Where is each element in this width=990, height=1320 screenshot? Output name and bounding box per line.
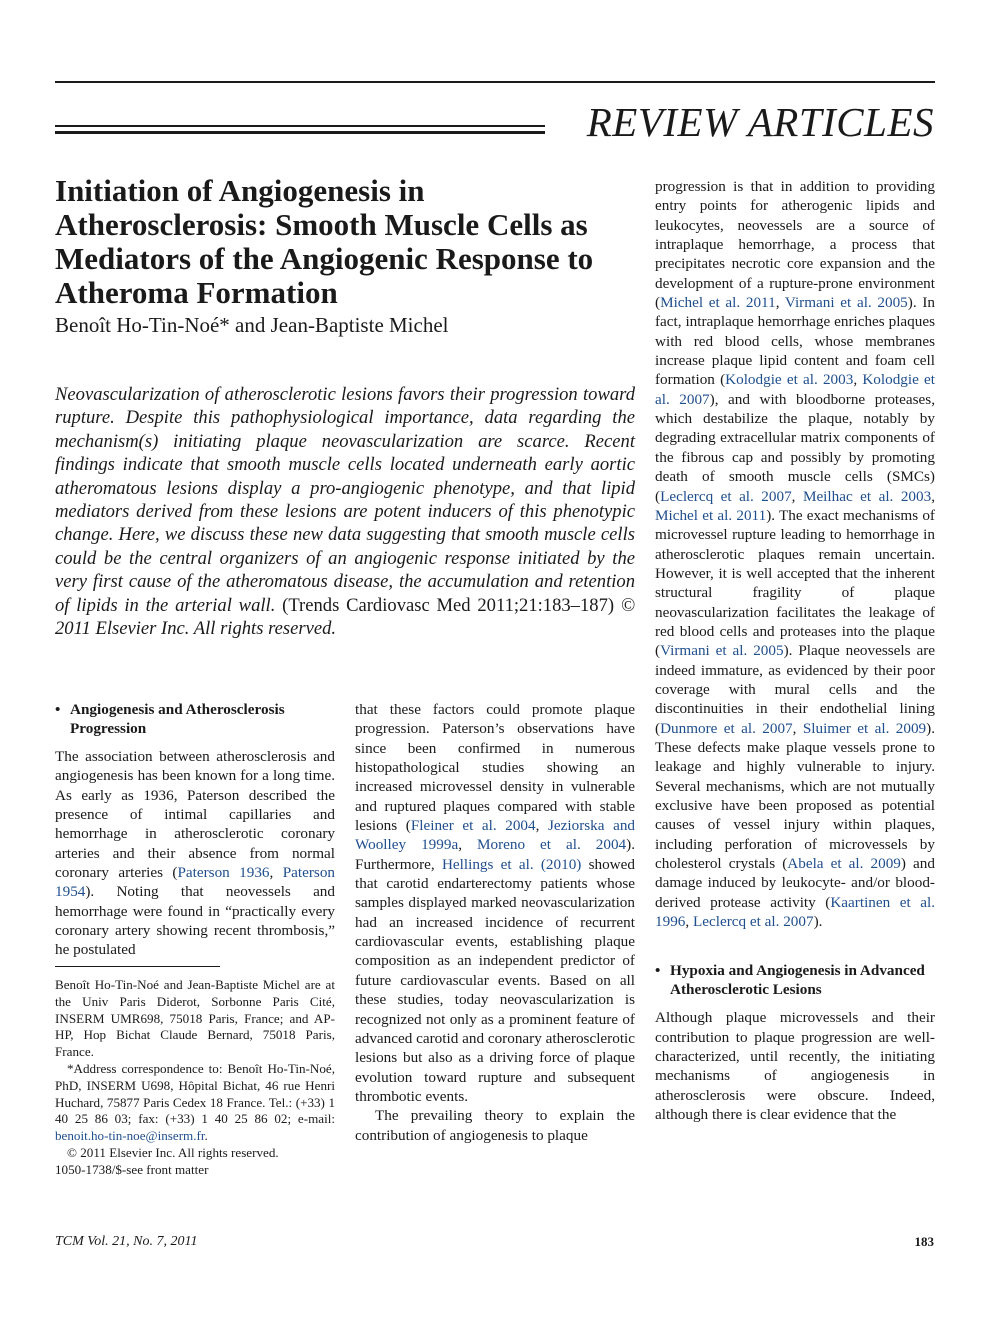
abstract-text: Neovascularization of atherosclerotic lesions favors their progression toward rupture. Despite this pathophysiological importance, data regarding the mechanism(s) initiating plaque neovascularization are scarce. Recent findings indicate that smooth muscle cells located underneath early aortic atheromatous lesions display a pro-angiogenic phenotype, and that lipid mediators derived from these lesions are potent inducers of this phenotypic change. Here, we discuss these new data suggesting that smooth muscle cells could be the central organizers of an angiogenic response initiated by the very first cause of the atheromatous disease, the accumulation and retention of lipids in the arterial wall. bbox=[55, 384, 635, 616]
citation-link[interactable]: Jeziorska and Woolley 1999a bbox=[355, 817, 636, 854]
text-run: , bbox=[775, 294, 785, 312]
text-run: ). Noting that neovessels and hemorrhage were found in “practically every coronary artery showing recent thrombosis,” he postulated bbox=[55, 883, 335, 959]
column-2 bbox=[355, 700, 635, 1145]
citation-link[interactable]: Dunmore et al. 2007 bbox=[660, 719, 793, 737]
text-run: ). Plaque neovessels are indeed immature, as evidenced by their poor coverage with mural cells and the discontinuities in their endothelial lining ( bbox=[655, 642, 936, 737]
citation-link[interactable]: Fleiner et al. 2004 bbox=[410, 817, 536, 835]
citation-link[interactable]: Michel et al. 2011 bbox=[660, 294, 776, 312]
citation-link[interactable]: Michel et al. 2011 bbox=[655, 506, 767, 524]
text-run: , bbox=[853, 371, 863, 389]
text-run: ), and with bloodborne proteases, which destabilize the plaque, notably by degrading extracellular matrix components of the fibrous cap and possibly by promoting death of smooth muscle cells (SMCs) ( bbox=[655, 390, 935, 505]
paragraph: Although plaque microvessels and their contribution to plaque progression are well-characterized, until recently, the initiating mechanisms of angiogenesis in atherosclerosis were obscure. Indeed, although there is clear evidence that the bbox=[655, 1009, 935, 1124]
article-title: Initiation of Angiogenesis in Atherosclerosis: Smooth Muscle Cells as Mediators of the Angiogenic Response to Atheroma Formation bbox=[55, 173, 594, 310]
abstract bbox=[55, 383, 635, 640]
section-label: REVIEW ARTICLES bbox=[586, 99, 934, 145]
correspondence bbox=[55, 1061, 335, 1145]
header-rule-lower bbox=[55, 131, 545, 134]
header-top-rule bbox=[55, 81, 935, 83]
author-affiliation: Benoît Ho-Tin-Noé and Jean-Baptiste Michel are at the Univ Paris Diderot, Sorbonne Paris Cité, INSERM UMR698, 75018 Paris, France; and AP-HP, Hop Bichat Claude Bernard, 75018 Paris, France. bbox=[55, 977, 335, 1060]
text-run: ). The exact mechanisms of microvessel rupture leading to hemorrhage in atherosclerotic plaques remain uncertain. However, it is well accepted that the inherent structural fragility of plaque neovascularization facilitates the leakage of red blood cells and proteases into the plaque ( bbox=[655, 506, 935, 660]
heading-text: Angiogenesis and Atherosclerosis Progression bbox=[70, 701, 285, 737]
journal-citation: TCM Vol. 21, No. 7, 2011 bbox=[55, 1234, 198, 1249]
text-run: ). bbox=[813, 913, 823, 931]
citation-link[interactable]: Paterson 1936 bbox=[177, 864, 270, 882]
citation-link[interactable]: Leclercq et al. 2007 bbox=[660, 487, 792, 505]
section-heading-angiogenesis bbox=[55, 700, 335, 738]
paragraph bbox=[655, 177, 935, 931]
abstract-copyright: © 2011 Elsevier Inc. All rights reserved. bbox=[55, 594, 635, 640]
text-run: that these factors could promote plaque progression. Paterson’s observations have since been confirmed in numerous histopathological studies showing an increased microvessel density in vulnerable and ruptured plaques compared with stable lesions ( bbox=[355, 701, 635, 835]
page-number: 183 bbox=[914, 1234, 934, 1249]
text-run: , bbox=[931, 487, 935, 505]
heading-bullet: • bbox=[55, 701, 61, 718]
text-run: ). Furthermore, bbox=[355, 836, 635, 873]
column-1 bbox=[55, 700, 335, 960]
article-authors: Benoît Ho-Tin-Noé* and Jean-Baptiste Michel bbox=[55, 313, 449, 337]
abstract-citation: (Trends Cardiovasc Med 2011;21:183–187) bbox=[282, 594, 615, 616]
citation-link[interactable]: Meilhac et al. 2003 bbox=[802, 487, 932, 505]
text-run: ). In fact, intraplaque hemorrhage enriches plaques with red blood cells, whose membranes increase plaque lipid content and foam cell formation ( bbox=[655, 294, 935, 389]
text-run: showed that carotid endarterectomy patients whose samples displayed marked neovascularization had an increased incidence of recurrent cardiovascular events, establishing plaque composition as an independent predictor of future cardiovascular events. Based on all these studies, today neovascularization is recognized not only as a prominent feature of advanced carotid and coronary atherosclerotic lesions but also as a driving force of plaque evolution toward rupture and subsequent thrombotic events. bbox=[355, 855, 635, 1105]
citation-link[interactable]: Leclercq et al. 2007 bbox=[692, 913, 814, 931]
text-run: progression is that in addition to providing entry points for atherogenic lipids and leukocytes, neovessels are a source of intraplaque hemorrhage, a process that precipitates necrotic core expansion and the development of a rupture-prone environment ( bbox=[655, 178, 935, 312]
footnote-rule bbox=[55, 966, 220, 967]
heading-bullet: • bbox=[655, 962, 661, 980]
text-run: ) and damage induced by leukocyte- and/or blood-derived protease activity ( bbox=[655, 855, 935, 911]
column-3 bbox=[655, 177, 935, 1124]
citation-link[interactable]: Virmani et al. 2005 bbox=[784, 294, 908, 312]
email-link[interactable]: benoit.ho-tin-noe@inserm.fr bbox=[55, 1128, 205, 1144]
paragraph: The prevailing theory to explain the contribution of angiogenesis to plaque bbox=[355, 1107, 635, 1144]
paragraph bbox=[55, 747, 335, 960]
text-run: ). These defects make plaque vessels prone to leakage and highly vulnerable to injury. Several mechanisms, which are not mutually exclusive have been proposed as potential causes of vessel injury within plaques, including perforation of microvessels by cholesterol crystals ( bbox=[655, 719, 935, 873]
citation-link[interactable]: Virmani et al. 2005 bbox=[660, 642, 784, 660]
text-run: The association between atherosclerosis and angiogenesis has been known for a long time. As early as 1936, Paterson described the presence of intimal capillaries and hemorrhage in atherosclerotic coronary arteries and their absence from normal coronary arteries ( bbox=[55, 748, 335, 882]
issn: 1050-1738/$-see front matter bbox=[55, 1161, 209, 1177]
text-run: , bbox=[792, 719, 803, 737]
heading-text: Hypoxia and Angiogenesis in Advanced Atherosclerotic Lesions bbox=[670, 962, 925, 999]
citation-link[interactable]: Kaartinen et al. 1996 bbox=[655, 893, 935, 931]
header-rule-upper bbox=[55, 125, 545, 127]
text-run: . bbox=[204, 1128, 208, 1144]
section-heading-hypoxia bbox=[655, 961, 935, 999]
footnote bbox=[55, 977, 335, 1179]
citation-link[interactable]: Moreno et al. 2004 bbox=[476, 836, 627, 854]
citation-link[interactable]: Kolodgie et al. 2007 bbox=[655, 371, 936, 408]
text-run: , bbox=[791, 487, 803, 505]
citation-link[interactable]: Paterson 1954 bbox=[55, 864, 336, 901]
paragraph bbox=[355, 700, 635, 1106]
citation-link[interactable]: Sluimer et al. 2009 bbox=[802, 719, 927, 737]
text-run: , bbox=[535, 817, 548, 835]
citation-link[interactable]: Hellings et al. (2010) bbox=[441, 855, 582, 873]
text-run: , bbox=[458, 836, 477, 854]
text-run: *Address correspondence to: Benoît Ho-Tin-Noé, PhD, INSERM U698, Hôpital Bichat, 46 rue Henri Huchard, 75877 Paris Cedex 18 France. Tel.: (+33) 1 40 25 86 03; fax: (+33) 1 40 25 86 02; e-mail: bbox=[55, 1060, 335, 1127]
text-run: , bbox=[269, 864, 283, 882]
citation-link[interactable]: Abela et al. 2009 bbox=[787, 855, 901, 873]
text-run: , bbox=[685, 913, 693, 931]
citation-link[interactable]: Kolodgie et al. 2003 bbox=[725, 371, 854, 389]
footnote-copyright: © 2011 Elsevier Inc. All rights reserved. bbox=[67, 1144, 279, 1160]
